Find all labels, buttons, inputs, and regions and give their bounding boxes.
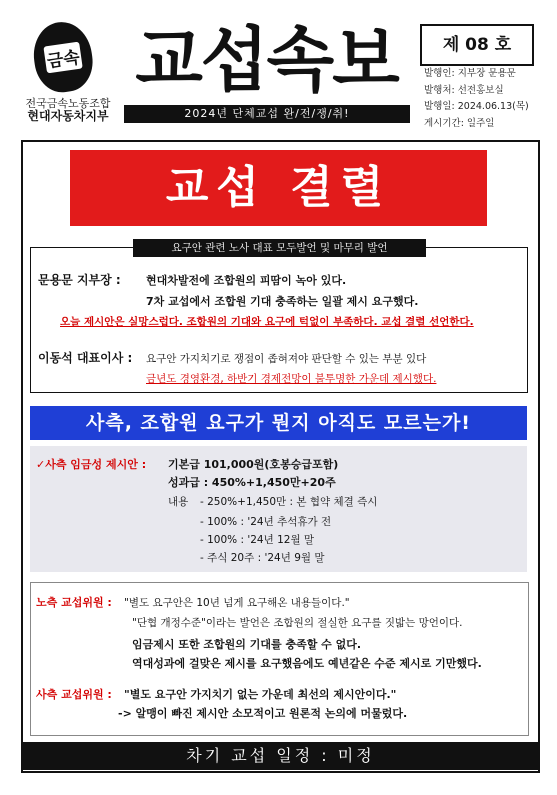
meta-office: 발행처: 선전홍보실 <box>424 84 504 96</box>
publication-meta <box>424 66 552 132</box>
offer-detail: - 주식 20주 : '24년 9월 말 <box>200 552 325 564</box>
union-name-line1: 전국금속노동조합 <box>25 97 111 110</box>
labor-line: 임금제시 또한 조합원의 기대를 충족할 수 없다. <box>132 638 362 651</box>
offer-detail: - 250%+1,450만 : 본 협약 체결 즉시 <box>200 496 378 508</box>
offer-base-pay: 기본급 101,000원(호봉승급포함) <box>168 458 339 471</box>
offer-bonus: 성과급 : 450%+1,450만+20주 <box>168 476 336 489</box>
speaker1-line2: 7차 교섭에서 조합원 기대 충족하는 일괄 제시 요구했다. <box>146 295 419 308</box>
company-label: 사측 교섭위원 : <box>36 688 112 701</box>
speaker1-line3: 오늘 제시안은 실망스럽다. 조합원의 기대와 요구에 턱없이 부족하다. 교섭 결렬 선언한다. <box>60 316 474 328</box>
union-name-line2: 현대자동차지부 <box>27 109 109 123</box>
speaker2-name: 이동석 대표이사 : <box>38 351 133 365</box>
offer-detail: - 100% : '24년 추석휴가 전 <box>200 516 332 528</box>
offer-detail: - 100% : '24년 12월 말 <box>200 534 315 546</box>
meta-date: 발행일: 2024.06.13(목) <box>424 101 529 112</box>
remarks-heading: 요구안 관련 노사 대표 모두발언 및 마무리 발언 <box>133 239 426 257</box>
offer-label: ✓사측 임금성 제시안 : <box>36 458 147 471</box>
meta-publisher: 발행인: 지부장 문용문 <box>424 68 516 79</box>
union-logo: 금속 <box>29 18 96 95</box>
speaker1-name: 문용문 지부장 : <box>38 273 121 287</box>
banner: 사측, 조합원 요구가 뭔지 아직도 모르는가! <box>30 406 527 440</box>
next-meeting-notice: 차기 교섭 일정 : 미정 <box>21 742 540 770</box>
labor-line: "단협 개정수준"이라는 발언은 조합원의 절실한 요구를 짓밟는 망언이다. <box>132 617 463 629</box>
bulletin-subtitle: 2024년 단체교섭 완/전/쟁/취! <box>124 105 410 123</box>
meta-period: 게시기간: 일주일 <box>424 117 495 129</box>
speaker2-line1: 요구안 가지치기로 쟁점이 좁혀져야 판단할 수 있는 부분 있다 <box>146 353 427 365</box>
speaker2-line2: 금년도 경영환경, 하반기 경제전망이 불투명한 가운데 제시했다. <box>146 373 437 385</box>
labor-line: "별도 요구안은 10년 넘게 요구해온 내용들이다." <box>124 597 350 609</box>
offer-detail-label: 내용 <box>168 496 189 508</box>
company-line: -> 알맹이 빠진 제시안 소모적이고 원론적 논의에 머물렀다. <box>118 707 408 720</box>
labor-label: 노측 교섭위원 : <box>36 596 112 609</box>
bulletin-title: 교섭속보 <box>135 19 398 101</box>
labor-line: 역대성과에 걸맞은 제시를 요구했음에도 예년같은 수준 제시로 기만했다. <box>132 657 482 670</box>
headline: 교섭 결렬 <box>70 150 487 226</box>
speaker1-line1: 현대차발전에 조합원의 피땀이 녹아 있다. <box>146 274 347 287</box>
issue-number: 제 08 호 <box>420 24 534 66</box>
union-name <box>18 97 118 123</box>
company-line: "별도 요구안 가지치기 없는 가운데 최선의 제시안이다." <box>124 688 397 701</box>
